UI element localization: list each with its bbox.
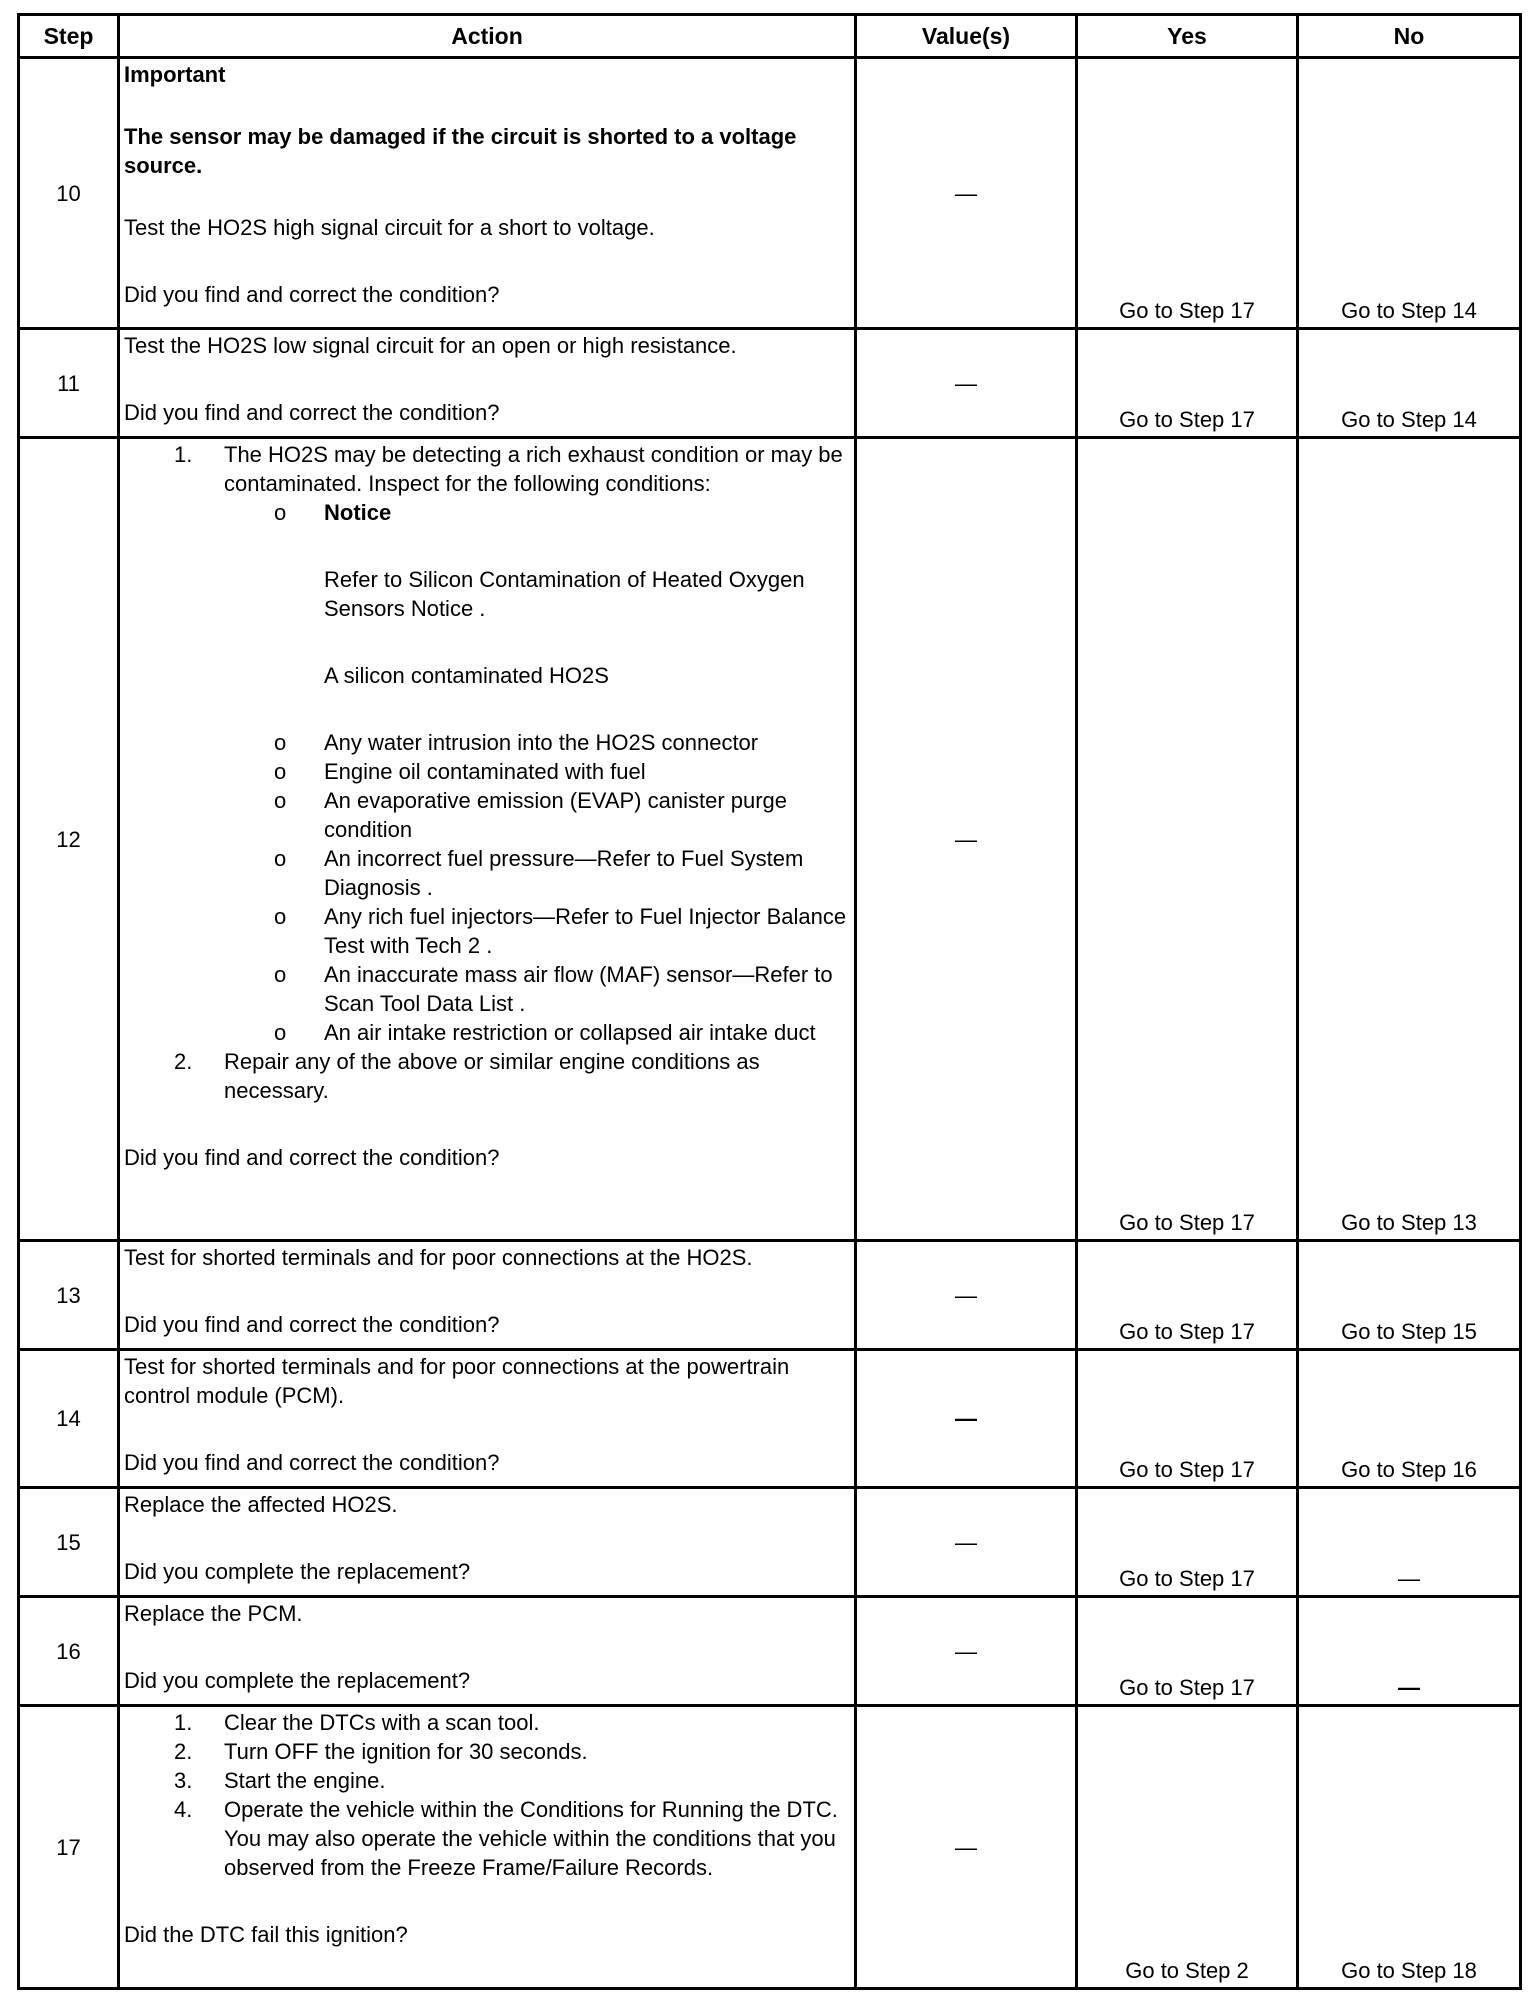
bullet: o (274, 962, 287, 987)
step-number: 13 (19, 1241, 119, 1350)
bullet: o (274, 1020, 287, 1045)
header-yes: Yes (1077, 15, 1298, 58)
step-number: 12 (19, 438, 119, 1241)
list-item-text: Clear the DTCs with a scan tool. (224, 1710, 540, 1735)
list-item-text: Start the engine. (224, 1768, 386, 1793)
bullet: o (274, 846, 287, 871)
yes-cell: Go to Step 17 (1077, 1488, 1298, 1597)
header-row (19, 15, 1521, 58)
bullet: o (274, 904, 287, 929)
action-cell (119, 1241, 856, 1350)
list-number: 2. (174, 1049, 193, 1074)
question-text: Did you find and correct the condition? (124, 282, 500, 307)
sub-item-text: An air intake restriction or collapsed air intake duct (324, 1020, 816, 1045)
action-cell (119, 58, 856, 329)
sub-item (274, 786, 848, 844)
question-text: Did you find and correct the condition? (124, 1145, 500, 1170)
table-row (19, 329, 1521, 438)
table-row (19, 438, 1521, 1241)
yes-cell: Go to Step 17 (1077, 329, 1298, 438)
table-row (19, 1597, 1521, 1706)
value-cell: — (856, 1488, 1077, 1597)
table-row (19, 58, 1521, 329)
value-cell: — (856, 329, 1077, 438)
no-cell: Go to Step 14 (1298, 329, 1521, 438)
action-text: Test for shorted terminals and for poor connections at the powertrain control module (PCM). (124, 1354, 790, 1408)
sub-item-text: Any rich fuel injectors—Refer to Fuel Injector Balance Test with Tech 2 . (324, 904, 847, 958)
numbered-list (124, 440, 848, 1105)
value-cell: — (856, 438, 1077, 1241)
list-item (174, 1795, 848, 1882)
header-no: No (1298, 15, 1521, 58)
list-number: 1. (174, 442, 193, 467)
notice-label: Notice (324, 500, 392, 525)
action-text: Replace the PCM. (124, 1601, 303, 1626)
value-cell: — (856, 1350, 1077, 1488)
sub-item (274, 844, 848, 902)
no-cell: — (1298, 1488, 1521, 1597)
diagnostic-table (17, 13, 1522, 1990)
table-row (19, 1241, 1521, 1350)
question-text: Did the DTC fail this ignition? (124, 1922, 408, 1947)
list-number: 4. (174, 1797, 193, 1822)
yes-cell: Go to Step 17 (1077, 1597, 1298, 1706)
numbered-list (124, 1708, 848, 1882)
sub-item (274, 902, 848, 960)
sub-item (274, 757, 848, 786)
header-action: Action (119, 15, 856, 58)
action-cell (119, 438, 856, 1241)
sub-item (274, 1018, 848, 1047)
question-text: Did you complete the replacement? (124, 1559, 471, 1584)
list-item-text: The HO2S may be detecting a rich exhaust condition or may be contaminated. Inspect for the following conditions: (224, 442, 843, 496)
step-number: 17 (19, 1706, 119, 1989)
action-cell (119, 329, 856, 438)
table-row (19, 1706, 1521, 1989)
bullet: o (274, 788, 287, 813)
step-number: 15 (19, 1488, 119, 1597)
no-cell: Go to Step 14 (1298, 58, 1521, 329)
step-number: 11 (19, 329, 119, 438)
sub-item-notice (274, 498, 848, 728)
step-number: 14 (19, 1350, 119, 1488)
no-cell: Go to Step 15 (1298, 1241, 1521, 1350)
list-item (174, 1047, 848, 1105)
sub-item-text: An inaccurate mass air flow (MAF) sensor—Refer to Scan Tool Data List . (324, 962, 833, 1016)
header-step: Step (19, 15, 119, 58)
value-cell: — (856, 1706, 1077, 1989)
action-text: Replace the affected HO2S. (124, 1492, 398, 1517)
action-cell (119, 1488, 856, 1597)
list-number: 2. (174, 1739, 193, 1764)
value-cell: — (856, 1241, 1077, 1350)
yes-cell: Go to Step 2 (1077, 1706, 1298, 1989)
silicon-text: A silicon contaminated HO2S (324, 663, 609, 688)
question-text: Did you complete the replacement? (124, 1668, 471, 1693)
sub-list (224, 498, 848, 1047)
step-number: 10 (19, 58, 119, 329)
yes-cell: Go to Step 17 (1077, 438, 1298, 1241)
sub-item (274, 728, 848, 757)
question-text: Did you find and correct the condition? (124, 1312, 500, 1337)
no-cell: Go to Step 18 (1298, 1706, 1521, 1989)
no-cell: Go to Step 16 (1298, 1350, 1521, 1488)
action-cell (119, 1706, 856, 1989)
bullet: o (274, 730, 287, 755)
step-number: 16 (19, 1597, 119, 1706)
sub-item-text: Any water intrusion into the HO2S connector (324, 730, 759, 755)
table-row (19, 1350, 1521, 1488)
bullet: o (274, 500, 287, 525)
list-item-text: Operate the vehicle within the Conditions for Running the DTC. You may also operate the vehicle within the conditions that you observed from the Freeze Frame/Failure Records. (224, 1797, 838, 1880)
list-item (174, 440, 848, 1047)
action-text: Test the HO2S high signal circuit for a short to voltage. (124, 215, 655, 240)
action-text: Test for shorted terminals and for poor connections at the HO2S. (124, 1245, 753, 1270)
sub-item (274, 960, 848, 1018)
sub-item-text: Engine oil contaminated with fuel (324, 759, 646, 784)
list-number: 3. (174, 1768, 193, 1793)
no-cell: Go to Step 13 (1298, 438, 1521, 1241)
notice-text: Refer to Silicon Contamination of Heated Oxygen Sensors Notice . (324, 567, 805, 621)
yes-cell: Go to Step 17 (1077, 58, 1298, 329)
important-label: Important (124, 62, 226, 87)
list-item (174, 1737, 848, 1766)
question-text: Did you find and correct the condition? (124, 400, 500, 425)
warning-text: The sensor may be damaged if the circuit is shorted to a voltage source. (124, 124, 797, 178)
list-number: 1. (174, 1710, 193, 1735)
sub-item-text: An incorrect fuel pressure—Refer to Fuel System Diagnosis . (324, 846, 804, 900)
list-item (174, 1708, 848, 1737)
value-cell: — (856, 58, 1077, 329)
sub-item-text: An evaporative emission (EVAP) canister purge condition (324, 788, 788, 842)
header-values: Value(s) (856, 15, 1077, 58)
action-text: Test the HO2S low signal circuit for an open or high resistance. (124, 333, 737, 358)
bullet: o (274, 759, 287, 784)
list-item-text: Repair any of the above or similar engine conditions as necessary. (224, 1049, 760, 1103)
list-item (174, 1766, 848, 1795)
value-cell: — (856, 1597, 1077, 1706)
no-cell: — (1298, 1597, 1521, 1706)
yes-cell: Go to Step 17 (1077, 1350, 1298, 1488)
question-text: Did you find and correct the condition? (124, 1450, 500, 1475)
list-item-text: Turn OFF the ignition for 30 seconds. (224, 1739, 588, 1764)
table-row (19, 1488, 1521, 1597)
yes-cell: Go to Step 17 (1077, 1241, 1298, 1350)
action-cell (119, 1597, 856, 1706)
action-cell (119, 1350, 856, 1488)
